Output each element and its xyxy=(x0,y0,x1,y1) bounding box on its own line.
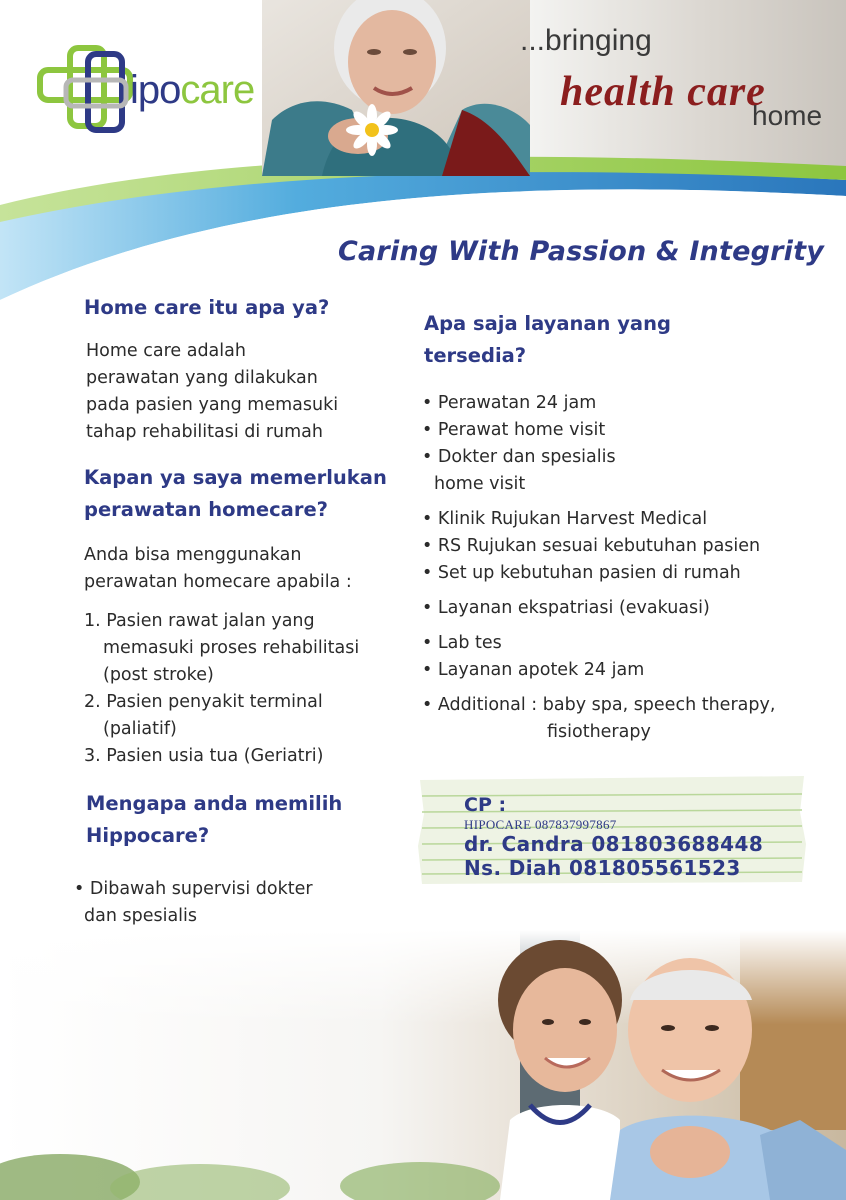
section-why-heading xyxy=(86,788,342,852)
list-item: • Perawat home visit xyxy=(422,420,606,440)
list-item: • Lab tes xyxy=(422,633,502,653)
logo-wordmark-suffix: care xyxy=(180,68,255,112)
list-item: • Dokter dan spesialis xyxy=(422,447,616,467)
section-what-line: Home care adalah xyxy=(86,341,246,361)
section-services-list xyxy=(422,390,775,746)
list-item: • RS Rujukan sesuai kebutuhan pasien xyxy=(422,536,761,556)
slogan-line-2: health care xyxy=(560,69,766,115)
list-item-cont: dan spesialis xyxy=(84,906,198,926)
section-when-intro-line: perawatan homecare apabila : xyxy=(84,572,352,592)
logo-wordmark-prefix: ipo xyxy=(130,68,181,112)
section-when-heading-line: perawatan homecare? xyxy=(84,498,328,521)
list-item: 1. Pasien rawat jalan yang xyxy=(84,611,315,631)
list-item-cont: home visit xyxy=(434,474,526,494)
contact-title: CP : xyxy=(464,794,507,816)
section-when-intro-line: Anda bisa menggunakan xyxy=(84,545,302,565)
section-when-heading xyxy=(84,462,387,526)
list-item: • Perawatan 24 jam xyxy=(422,393,597,413)
list-item: • Klinik Rujukan Harvest Medical xyxy=(422,509,708,529)
section-what-line: tahap rehabilitasi di rumah xyxy=(86,422,323,442)
list-item: • Set up kebutuhan pasien di rumah xyxy=(422,563,741,583)
contact-person-1: dr. Candra 081803688448 xyxy=(464,832,764,856)
contact-person-2: Ns. Diah 081805561523 xyxy=(464,856,741,880)
list-item-cont: fisiotherapy xyxy=(547,722,651,742)
elderly-woman-photo xyxy=(262,0,530,176)
section-what-line: pada pasien yang memasuki xyxy=(86,395,339,415)
slogan-line-1: ...bringing xyxy=(520,24,652,57)
list-item: • Layanan ekspatriasi (evakuasi) xyxy=(422,598,710,618)
section-services-heading-line: Apa saja layanan yang xyxy=(424,312,671,335)
list-item-cont: (paliatif) xyxy=(103,719,177,739)
list-item: 3. Pasien usia tua (Geriatri) xyxy=(84,746,324,766)
section-why-heading-line: Hippocare? xyxy=(86,824,210,847)
contact-hotline: HIPOCARE 087837997867 xyxy=(464,817,617,832)
section-what-heading: Home care itu apa ya? xyxy=(84,296,330,319)
list-item: • Dibawah supervisi dokter xyxy=(74,879,313,899)
list-item: • Layanan apotek 24 jam xyxy=(422,660,645,680)
list-item-cont: (post stroke) xyxy=(103,665,214,685)
section-what-line: perawatan yang dilakukan xyxy=(86,368,318,388)
logo-wordmark xyxy=(130,68,254,113)
section-when-heading-line: Kapan ya saya memerlukan xyxy=(84,466,387,489)
nurse-and-elderly-man-photo xyxy=(0,930,846,1200)
section-when-intro xyxy=(84,542,352,596)
section-when-list xyxy=(84,608,359,770)
section-what-body xyxy=(86,338,338,446)
section-why-heading-line: Mengapa anda memilih xyxy=(86,792,343,815)
list-item: • Additional : baby spa, speech therapy, xyxy=(422,695,776,715)
list-item: 2. Pasien penyakit terminal xyxy=(84,692,323,712)
list-item-cont: memasuki proses rehabilitasi xyxy=(103,638,360,658)
section-services-heading xyxy=(424,308,671,372)
slogan-line-3: home xyxy=(752,100,823,131)
tagline: Caring With Passion & Integrity xyxy=(338,236,825,267)
section-services-heading-line: tersedia? xyxy=(424,344,527,367)
